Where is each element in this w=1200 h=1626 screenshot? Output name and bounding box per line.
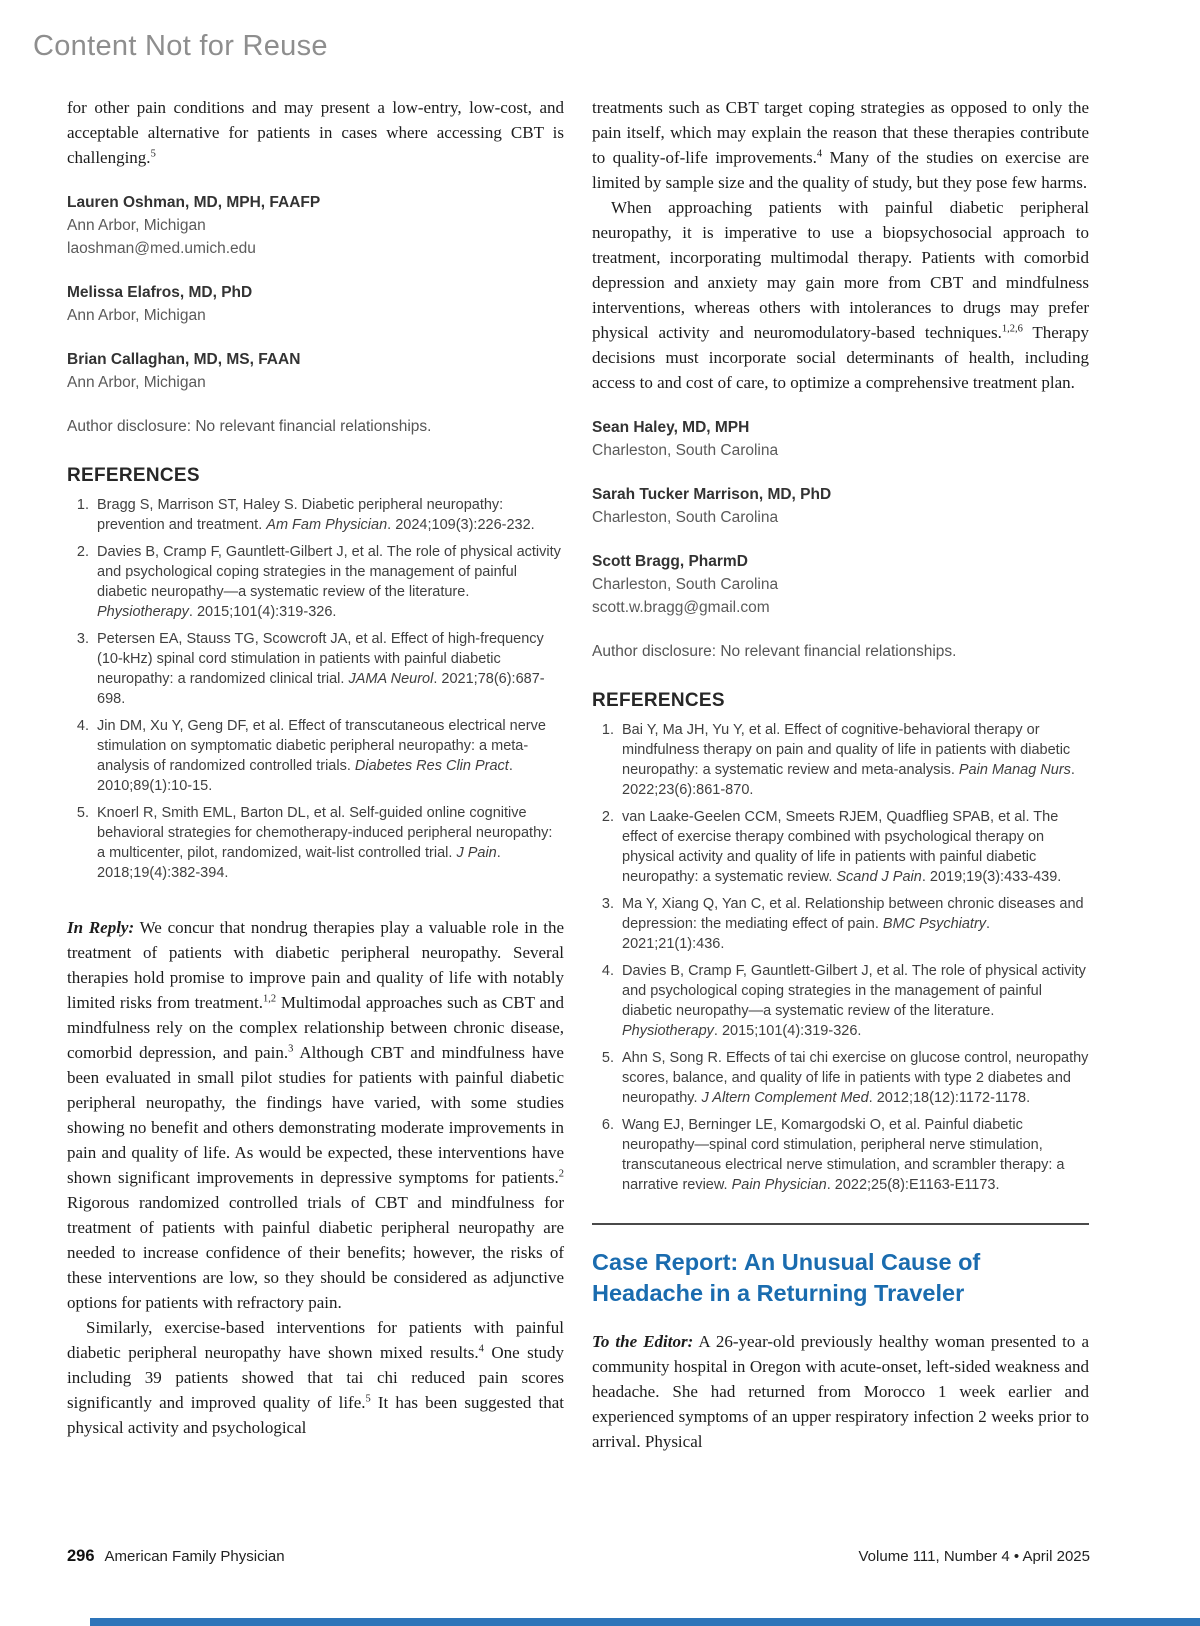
reply-paragraph: In Reply: We concur that nondrug therapies play a valuable role in the treatment of patients with diabetic peripheral neuropathy. Several therapies hold promise to improve pain and quality of life with notably limited risks from treatment.$^{1,2}$ Multimodal approaches such as CBT and mindfulness rely on the complex relationship between chronic disease, comorbid depression, and pain.$^3$ Although CBT and mindfulness have been evaluated in small pilot studies for patients with painful diabetic peripheral neuropathy, the findings have varied, with some studies showing no benefit and others demonstrating moderate improvements in pain and quality of life. As would be expected, these interventions have shown significant improvements in depressive symptoms for patients.$^2$ Rigorous randomized controlled trials of CBT and mindfulness for treatment of patients with painful diabetic peripheral neuropathy are needed to increase confidence of their benefits; however, the risks of these interventions are low, so they should be considered as adjunctive options for patients with refractory pain.	[67, 918, 564, 1312]
author-location: Charleston, South Carolina	[592, 442, 779, 459]
left-column	[67, 95, 564, 1454]
references-heading: REFERENCES	[592, 690, 725, 711]
reference-item	[67, 495, 564, 535]
author-name: Lauren Oshman, MD, MPH, FAAFP	[67, 194, 321, 211]
reference-number: 4.	[76, 718, 89, 734]
author-name: Melissa Elafros, MD, PhD	[67, 284, 253, 301]
footer-accent-bar	[90, 1618, 1200, 1626]
references-heading: REFERENCES	[67, 465, 200, 486]
reference-text: Petersen EA, Stauss TG, Scowcroft JA, et al. Effect of high-frequency (10-kHz) spinal cord stimulation in patients with painful diabetic neuropathy: a randomized clinical trial. JAMA Neurol. 2021;78(6):687-698.	[97, 631, 545, 707]
author-email: laoshman@med.umich.edu	[67, 240, 256, 257]
author-disclosure: Author disclosure: No relevant financial relationships.	[592, 643, 957, 660]
author-block	[592, 483, 1089, 529]
reference-item	[592, 720, 1089, 800]
author-email: scott.w.bragg@gmail.com	[592, 599, 770, 616]
journal-name: American Family Physician	[104, 1548, 285, 1565]
references-list	[592, 720, 1089, 1195]
reference-text: Davies B, Cramp F, Gauntlett-Gilbert J, et al. The role of physical activity and psychological coping strategies in the management of painful diabetic neuropathy—a systematic review of the literature. Physiotherapy. 2015;101(4):319-326.	[622, 963, 1086, 1039]
reply-continuation-paragraph: treatments such as CBT target coping strategies as opposed to only the pain itself, which may explain the reason that these therapies contribute to quality-of-life improvements.$^4$ Many of the studies on exercise are limited by sample size and the quality of study, but they pose few harms.	[592, 98, 1089, 192]
author-name: Scott Bragg, PharmD	[592, 553, 748, 570]
author-location: Charleston, South Carolina	[592, 576, 779, 593]
author-name: Sarah Tucker Marrison, MD, PhD	[592, 486, 832, 503]
footer-left	[67, 1547, 285, 1566]
reference-text: Ma Y, Xiang Q, Yan C, et al. Relationship between chronic diseases and depression: the mediating effect of pain. BMC Psychiatry. 2021;21(1):436.	[622, 896, 1084, 952]
reference-item	[592, 1115, 1089, 1195]
author-block	[67, 348, 564, 394]
reference-item	[67, 629, 564, 709]
reference-text: Davies B, Cramp F, Gauntlett-Gilbert J, et al. The role of physical activity and psychological coping strategies in the management of painful diabetic neuropathy—a systematic review of the literature. Physiotherapy. 2015;101(4):319-326.	[97, 544, 561, 620]
reference-text: Wang EJ, Berninger LE, Komargodski O, et al. Painful diabetic neuropathy—spinal cord stimulation, peripheral nerve stimulation, transcutaneous electrical nerve stimulation, and scrambler therapy: a narrative review. Pain Physician. 2022;25(8):E1163-E1173.	[622, 1117, 1065, 1193]
reply-continuation-paragraph: When approaching patients with painful diabetic peripheral neuropathy, it is imperative to use a biopsychosocial approach to treatment, incorporating multimodal therapy. Patients with comorbid depression and anxiety may gain more from CBT and mindfulness interventions, whereas others with intolerances to drugs may prefer physical activity and neuromodulatory-based techniques.$^{1,2,6}$ Therapy decisions must incorporate social determinants of health, including access to and cost of care, to optimize a comprehensive treatment plan.	[592, 198, 1089, 392]
two-column-layout	[67, 95, 1089, 1454]
reference-text: Bragg S, Marrison ST, Haley S. Diabetic peripheral neuropathy: prevention and treatment. Am Fam Physician. 2024;109(3):226-232.	[97, 497, 535, 533]
author-location: Ann Arbor, Michigan	[67, 374, 206, 391]
reference-text: Bai Y, Ma JH, Yu Y, et al. Effect of cognitive-behavioral therapy or mindfulness therapy on pain and quality of life in patients with diabetic neuropathy: a systematic review and meta-analysis. Pain Manag Nurs. 2022;23(6):861-870.	[622, 722, 1075, 798]
author-block	[592, 550, 1089, 619]
page-number: 296	[67, 1547, 95, 1565]
reference-number: 5.	[76, 805, 89, 821]
right-column	[592, 95, 1089, 1454]
reference-text: van Laake-Geelen CCM, Smeets RJEM, Quadflieg SPAB, et al. The effect of exercise therapy combined with psychological therapy on physical activity and quality of life in patients with painful diabetic neuropathy: a systematic review. Scand J Pain. 2019;19(3):433-439.	[622, 809, 1062, 885]
watermark-text: Content Not for Reuse	[33, 30, 328, 62]
reference-item	[592, 894, 1089, 954]
reply-letter	[67, 915, 564, 1440]
reference-item	[592, 961, 1089, 1041]
letter-closing-paragraph: for other pain conditions and may present a low-entry, low-cost, and acceptable alternative for patients in cases where accessing CBT is challenging.$^5$	[67, 98, 564, 167]
author-name: Sean Haley, MD, MPH	[592, 419, 750, 436]
reply-paragraph: Similarly, exercise-based interventions for patients with painful diabetic peripheral neuropathy have shown mixed results.$^4$ One study including 39 patients showed that tai chi reduced pain scores significantly and improved quality of life.$^5$ It has been suggested that physical activity and psychological	[67, 1318, 564, 1437]
reference-number: 3.	[601, 896, 614, 912]
reference-item	[67, 542, 564, 622]
reference-number: 3.	[76, 631, 89, 647]
author-name: Brian Callaghan, MD, MS, FAAN	[67, 351, 301, 368]
author-location: Ann Arbor, Michigan	[67, 307, 206, 324]
author-block	[67, 281, 564, 327]
author-block	[67, 191, 564, 260]
issue-info: Volume 111, Number 4 • April 2025	[858, 1548, 1090, 1565]
references-list	[67, 495, 564, 883]
reference-number: 6.	[601, 1117, 614, 1133]
reference-item	[67, 803, 564, 883]
page-footer	[67, 1547, 1090, 1566]
reference-item	[592, 1048, 1089, 1108]
reference-number: 5.	[601, 1050, 614, 1066]
reference-text: Ahn S, Song R. Effects of tai chi exercise on glucose control, neuropathy scores, balance, and quality of life in patients with type 2 diabetes and neuropathy. J Altern Complement Med. 2012;18(12):1172-1178.	[622, 1050, 1089, 1106]
reference-number: 1.	[76, 497, 89, 513]
reference-text: Jin DM, Xu Y, Geng DF, et al. Effect of transcutaneous electrical nerve stimulation on symptomatic diabetic peripheral neuropathy: a meta-analysis of randomized controlled trials. Diabetes Res Clin Pract. 2010;89(1):10-15.	[97, 718, 546, 794]
case-report-title: Case Report: An Unusual Cause of Headache in a Returning Traveler	[592, 1249, 981, 1306]
reference-number: 1.	[601, 722, 614, 738]
author-location: Charleston, South Carolina	[592, 509, 779, 526]
reference-item	[592, 807, 1089, 887]
reference-text: Knoerl R, Smith EML, Barton DL, et al. Self-guided online cognitive behavioral strategies for chemotherapy-induced peripheral neuropathy: a multicenter, pilot, randomized, wait-list controlled trial. J Pain. 2018;19(4):382-394.	[97, 805, 553, 881]
author-block	[592, 416, 1089, 462]
author-disclosure: Author disclosure: No relevant financial relationships.	[67, 418, 432, 435]
reference-number: 2.	[76, 544, 89, 560]
case-report-paragraph: To the Editor: A 26-year-old previously healthy woman presented to a community hospital in Oregon with acute-onset, left-sided weakness and headache. She had returned from Morocco 1 week earlier and experienced symptoms of an upper respiratory infection 2 weeks prior to arrival. Physical	[592, 1332, 1089, 1451]
reference-number: 2.	[601, 809, 614, 825]
reference-number: 4.	[601, 963, 614, 979]
section-divider	[592, 1223, 1089, 1225]
reference-item	[67, 716, 564, 796]
author-location: Ann Arbor, Michigan	[67, 217, 206, 234]
